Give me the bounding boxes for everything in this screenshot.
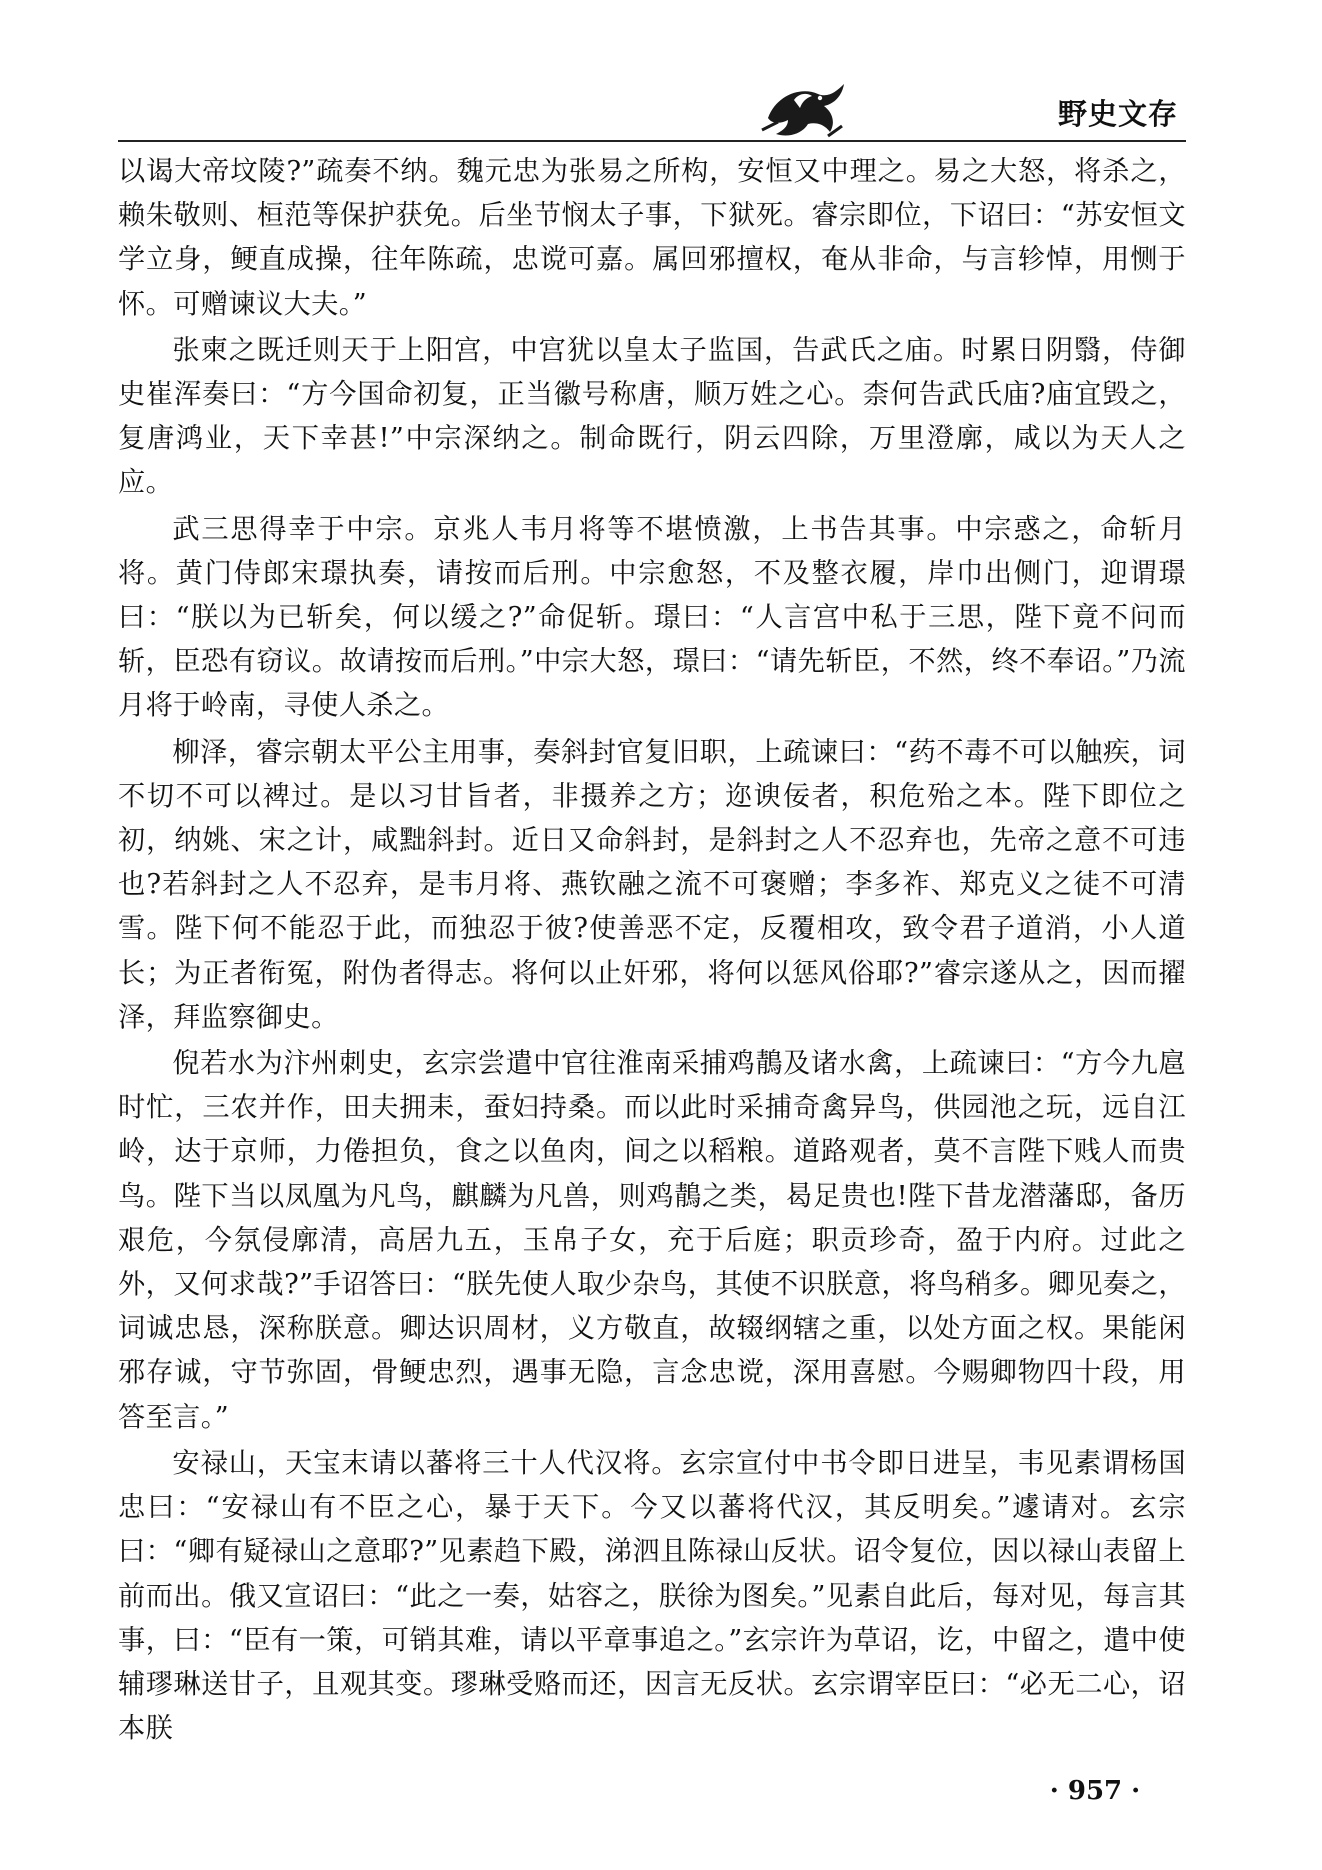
paragraph: 安禄山，天宝末请以蕃将三十人代汉将。玄宗宣付中书令即日进呈，韦见素谓杨国忠曰：“安禄山有不臣之心，暴于天下。今又以蕃将代汉，其反明矣。”遽请对。玄宗曰：“卿有疑禄山之意耶?”见素趋下殿，涕泗且陈禄山反状。诏令复位，因以禄山表留上前而出。俄又宣诏曰：“此之一奏，姑容之，朕徐为图矣。”见素自此后，每对见，每言其事，曰：“臣有一策，可销其难，请以平章事追之。”玄宗许为草诏，讫，中留之，遣中使辅璆琳送甘子，且观其变。璆琳受赂而还，因言无反状。玄宗谓宰臣曰：“必无二心，诏本朕	[118, 1447, 1186, 1745]
book-title: 野史文存	[1057, 97, 1178, 131]
paragraph: 武三思得幸于中宗。京兆人韦月将等不堪愤激，上书告其事。中宗惑之，命斩月将。黄门侍郎宋璟执奏，请按而后刑。中宗愈怒，不及整衣履，岸巾出侧门，迎谓璟曰：“朕以为已斩矣，何以缓之?”命促斩。璟曰：“人言宫中私于三思，陛下竟不问而斩，臣恐有窃议。故请按而后刑。”中宗大怒，璟曰：“请先斩臣，不然，终不奉诏。”乃流月将于岭南，寻使人杀之。	[118, 513, 1186, 722]
body-text	[118, 150, 1186, 1753]
dragon-emblem-icon	[758, 78, 850, 142]
paragraph: 倪若水为汴州刺史，玄宗尝遣中官往淮南采捕鸡鶄及诸水禽，上疏谏曰：“方今九扈时忙，三农并作，田夫拥耒，蚕妇持桑。而以此时采捕奇禽异鸟，供园池之玩，远自江岭，达于京师，力倦担负，食之以鱼肉，间之以稻粮。道路观者，莫不言陛下贱人而贵鸟。陛下当以凤凰为凡鸟，麒麟为凡兽，则鸡鶄之类，曷足贵也!陛下昔龙潜藩邸，备历艰危，今氛侵廓清，高居九五，玉帛子女，充于后庭；职贡珍奇，盈于内府。过此之外，又何求哉?”手诏答曰：“朕先使人取少杂鸟，其使不识朕意，将鸟稍多。卿见奏之，词诚忠恳，深称朕意。卿达识周材，义方敬直，故辍纲辖之重，以处方面之权。果能闲邪存诚，守节弥固，骨鲠忠烈，遇事无隐，言念忠谠，深用喜慰。今赐卿物四十段，用答至言。”	[118, 1048, 1186, 1433]
paragraph: 以谒大帝坟陵?”疏奏不纳。魏元忠为张易之所构，安恒又中理之。易之大怒，将杀之，赖朱敬则、桓范等保护获免。后坐节悯太子事，下狱死。睿宗即位，下诏曰：“苏安恒文学立身，鲠直成操，往年陈疏，忠谠可嘉。属回邪擅权，奄从非命，与言轸悼，用恻于怀。可赠谏议大夫。”	[118, 156, 1186, 320]
page-number: · 957 ·	[1049, 1776, 1141, 1806]
running-header	[118, 78, 1186, 142]
paragraph: 柳泽，睿宗朝太平公主用事，奏斜封官复旧职，上疏谏曰：“药不毒不可以触疾，词不切不可以裨过。是以习甘旨者，非摄养之方；迩谀佞者，积危殆之本。陛下即位之初，纳姚、宋之计，咸黜斜封。近日又命斜封，是斜封之人不忍弃也，先帝之意不可违也?若斜封之人不忍弃，是韦月将、燕钦融之流不可褒赠；李多祚、郑克义之徒不可清雪。陛下何不能忍于此，而独忍于彼?使善恶不定，反覆相攻，致令君子道消，小人道长；为正者衔冤，附伪者得志。将何以止奸邪，将何以惩风俗耶?”睿宗遂从之，因而擢泽，拜监察御史。	[118, 736, 1186, 1033]
header-rule	[118, 140, 1186, 142]
paragraph: 张柬之既迁则天于上阳宫，中宫犹以皇太子监国，告武氏之庙。时累日阴翳，侍御史崔浑奏曰：“方今国命初复，正当徽号称唐，顺万姓之心。柰何告武氏庙?庙宜毁之，复唐鸿业，天下幸甚!”中宗深纳之。制命既行，阴云四除，万里澄廓，咸以为天人之应。	[118, 334, 1186, 499]
